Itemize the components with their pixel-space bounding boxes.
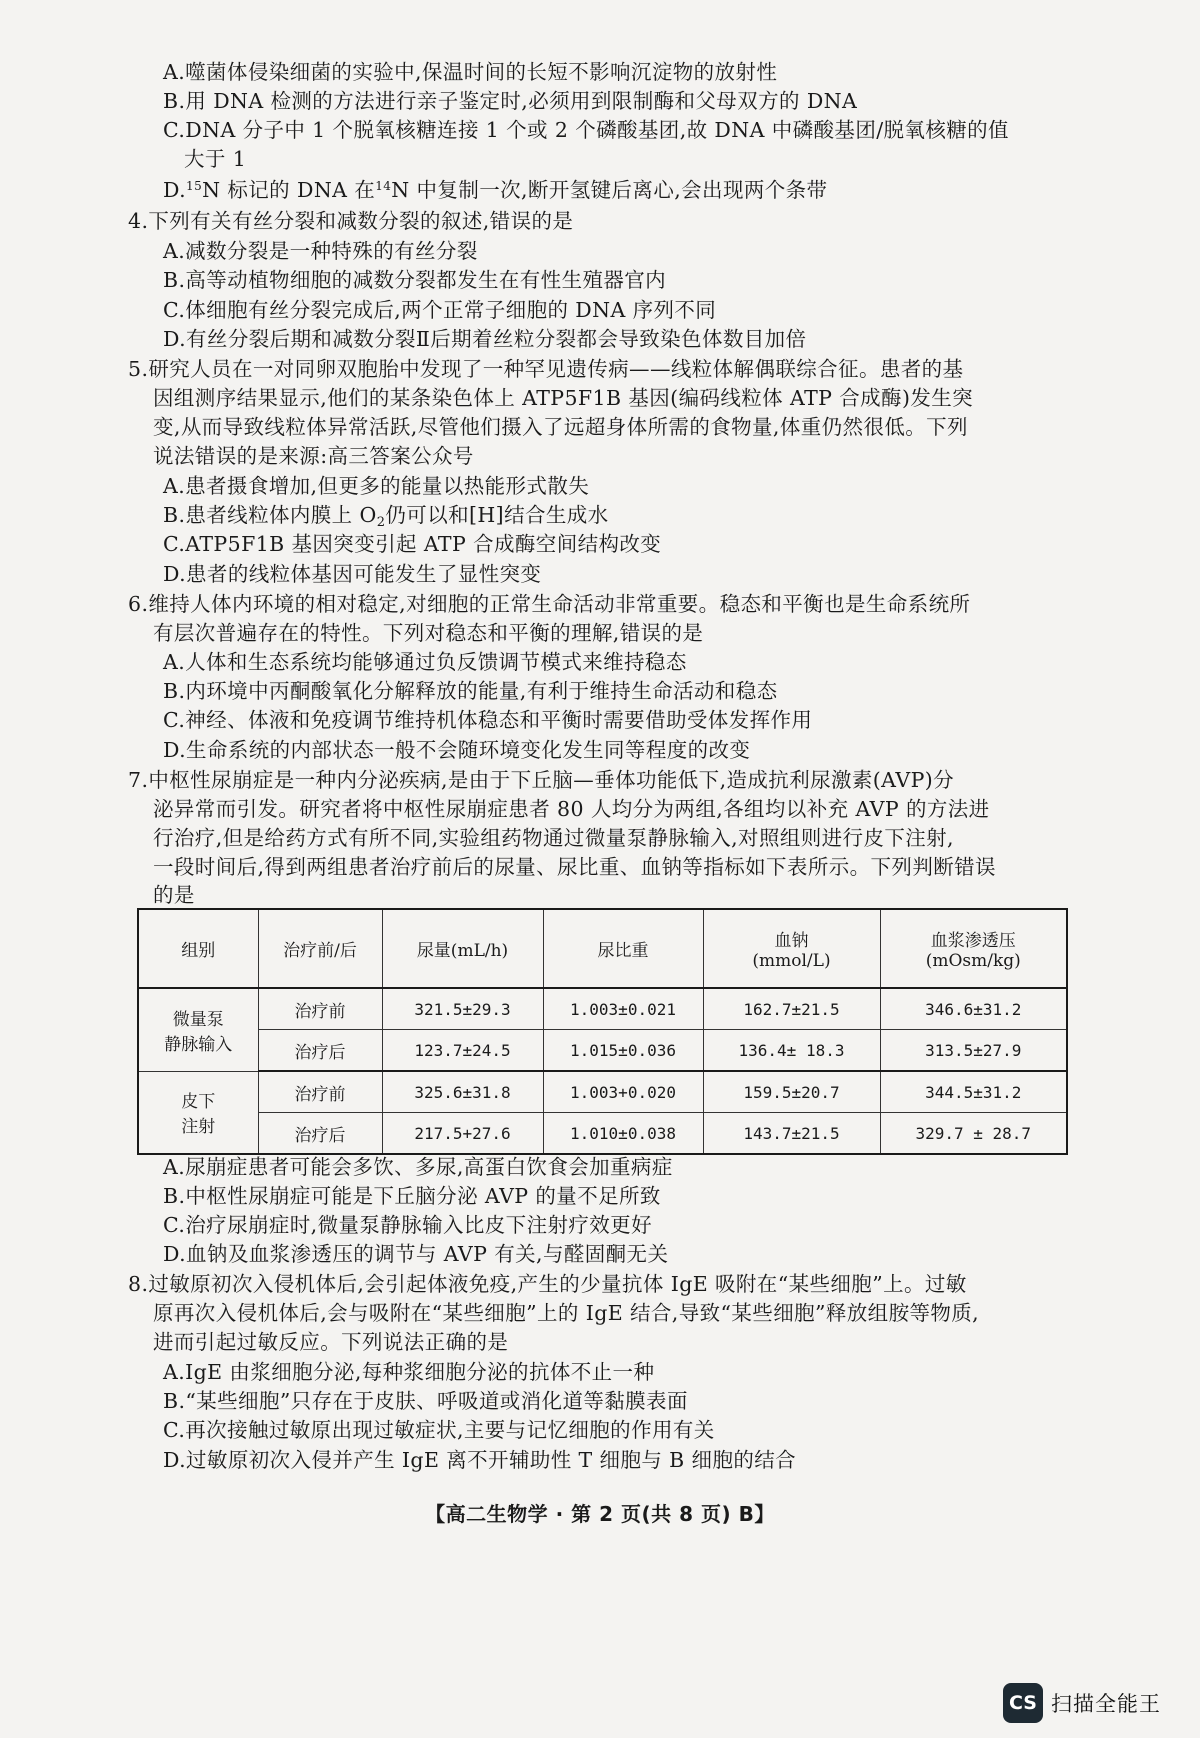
group-cell-iv-pump: 微量泵 静脉输入 [138, 988, 258, 1071]
q5-stem-line1: 5.研究人员在一对同卵双胞胎中发现了一种罕见遗传病——线粒体解偶联综合征。患者的基 [128, 357, 964, 381]
table-header-row [138, 909, 1067, 988]
q8-stem-line2: 原再次入侵机体后,会与吸附在“某些细胞”上的 IgE 结合,导致“某些细胞”释放组胺等物质, [153, 1301, 980, 1325]
q7-stem-line2: 泌异常而引发。研究者将中枢性尿崩症患者 80 人均分为两组,各组均以补充 AVP 的方法进 [153, 797, 990, 821]
q6-option-a: A.人体和生态系统均能够通过负反馈调节模式来维持稳态 [163, 650, 687, 674]
osmolality-cell: 313.5±27.9 [880, 1030, 1067, 1072]
sodium-cell: 162.7±21.5 [703, 988, 880, 1030]
urine-cell: 321.5±29.3 [382, 988, 543, 1030]
q3-option-c-continued: 大于 1 [184, 147, 247, 171]
table-row [138, 1113, 1067, 1155]
sg-cell: 1.003+0.020 [543, 1071, 703, 1113]
q5-option-d: D.患者的线粒体基因可能发生了显性突变 [163, 562, 542, 586]
q3-option-b: B.用 DNA 检测的方法进行亲子鉴定时,必须用到限制酶和父母双方的 DNA [163, 89, 858, 113]
header-phase: 治疗前/后 [258, 909, 382, 988]
q5-option-a: A.患者摄食增加,但更多的能量以热能形式散失 [163, 474, 590, 498]
q7-option-a: A.尿崩症患者可能会多饮、多尿,高蛋白饮食会加重病症 [163, 1155, 673, 1179]
q6-option-b: B.内环境中丙酮酸氧化分解释放的能量,有利于维持生命活动和稳态 [163, 679, 778, 703]
q7-option-d: D.血钠及血浆渗透压的调节与 AVP 有关,与醛固酮无关 [163, 1242, 669, 1266]
table-row [138, 1030, 1067, 1072]
scanner-watermark [1003, 1683, 1193, 1723]
q4-option-a: A.减数分裂是一种特殊的有丝分裂 [163, 239, 478, 263]
q7-option-b: B.中枢性尿崩症可能是下丘脑分泌 AVP 的量不足所致 [163, 1184, 661, 1208]
phase-cell: 治疗后 [258, 1113, 382, 1155]
osmolality-cell: 346.6±31.2 [880, 988, 1067, 1030]
q6-stem-line1: 6.维持人体内环境的相对稳定,对细胞的正常生命活动非常重要。稳态和平衡也是生命系统所 [128, 592, 971, 616]
q5-stem-line3: 变,从而导致线粒体异常活跃,尽管他们摄入了远超身体所需的食物量,体重仍然很低。下列 [153, 415, 968, 439]
urine-cell: 123.7±24.5 [382, 1030, 543, 1072]
group-cell-subcutaneous: 皮下 注射 [138, 1071, 258, 1154]
camscanner-logo-icon: CS [1003, 1683, 1043, 1723]
osmolality-cell: 329.7 ± 28.7 [880, 1113, 1067, 1155]
header-sodium: 血钠 (mmol/L) [703, 909, 880, 988]
sodium-cell: 143.7±21.5 [703, 1113, 880, 1155]
q6-option-d: D.生命系统的内部状态一般不会随环境变化发生同等程度的改变 [163, 738, 751, 762]
q6-stem-line2: 有层次普遍存在的特性。下列对稳态和平衡的理解,错误的是 [153, 621, 704, 645]
sg-cell: 1.010±0.038 [543, 1113, 703, 1155]
q7-stem-line5: 的是 [153, 883, 195, 907]
urine-cell: 325.6±31.8 [382, 1071, 543, 1113]
q4-option-d: D.有丝分裂后期和减数分裂Ⅱ后期着丝粒分裂都会导致染色体数目加倍 [163, 327, 807, 351]
header-specific-gravity: 尿比重 [543, 909, 703, 988]
q8-option-a: A.IgE 由浆细胞分泌,每种浆细胞分泌的抗体不止一种 [163, 1360, 655, 1384]
q8-option-c: C.再次接触过敏原出现过敏症状,主要与记忆细胞的作用有关 [163, 1418, 715, 1442]
phase-cell: 治疗前 [258, 1071, 382, 1113]
table-row [138, 1071, 1067, 1113]
q7-stem-line3: 行治疗,但是给药方式有所不同,实验组药物通过微量泵静脉输入,对照组则进行皮下注射, [153, 826, 954, 850]
q3-option-c: C.DNA 分子中 1 个脱氧核糖连接 1 个或 2 个磷酸基团,故 DNA 中磷酸基团/脱氧核糖的值 [163, 118, 1009, 142]
q4-stem: 4.下列有关有丝分裂和减数分裂的叙述,错误的是 [128, 209, 574, 233]
q7-stem-line4: 一段时间后,得到两组患者治疗前后的尿量、尿比重、血钠等指标如下表所示。下列判断错误 [153, 855, 996, 879]
q8-option-d: D.过敏原初次入侵并产生 IgE 离不开辅助性 T 细胞与 B 细胞的结合 [163, 1448, 797, 1472]
q4-option-c: C.体细胞有丝分裂完成后,两个正常子细胞的 DNA 序列不同 [163, 298, 717, 322]
header-urine: 尿量(mL/h) [382, 909, 543, 988]
q5-stem-line2: 因组测序结果显示,他们的某条染色体上 ATP5F1B 基因(编码线粒体 ATP 合成酶)发生突 [153, 386, 974, 410]
q6-option-c: C.神经、体液和免疫调节维持机体稳态和平衡时需要借助受体发挥作用 [163, 708, 813, 732]
osmolality-cell: 344.5±31.2 [880, 1071, 1067, 1113]
sg-cell: 1.003±0.021 [543, 988, 703, 1030]
q7-option-c: C.治疗尿崩症时,微量泵静脉输入比皮下注射疗效更好 [163, 1213, 652, 1237]
q7-stem-line1: 7.中枢性尿崩症是一种内分泌疾病,是由于下丘脑—垂体功能低下,造成抗利尿激素(AVP)分 [128, 768, 955, 792]
sodium-cell: 159.5±20.7 [703, 1071, 880, 1113]
q7-data-table [137, 908, 1068, 1155]
q3-option-a: A.噬菌体侵染细菌的实验中,保温时间的长短不影响沉淀物的放射性 [163, 60, 778, 84]
header-group: 组别 [138, 909, 258, 988]
urine-cell: 217.5+27.6 [382, 1113, 543, 1155]
q8-option-b: B.“某些细胞”只存在于皮肤、呼吸道或消化道等黏膜表面 [163, 1389, 688, 1413]
table-row [138, 988, 1067, 1030]
phase-cell: 治疗前 [258, 988, 382, 1030]
scanner-app-name: 扫描全能王 [1051, 1692, 1161, 1716]
header-osmolality: 血浆渗透压 (mOsm/kg) [880, 909, 1067, 988]
sodium-cell: 136.4± 18.3 [703, 1030, 880, 1072]
page-footer: 【高二生物学 · 第 2 页(共 8 页) B】 [425, 1502, 775, 1526]
q5-option-b: B.患者线粒体内膜上 $O_2$仍可以和[H]结合生成水 [163, 503, 609, 530]
q5-stem-line4: 说法错误的是来源:高三答案公众号 [153, 444, 474, 468]
q8-stem-line1: 8.过敏原初次入侵机体后,会引起体液免疫,产生的少量抗体 IgE 吸附在“某些细胞”上。过敏 [128, 1272, 967, 1296]
q8-stem-line3: 进而引起过敏反应。下列说法正确的是 [153, 1330, 509, 1354]
q5-option-c: C.ATP5F1B 基因突变引起 ATP 合成酶空间结构改变 [163, 532, 662, 556]
q4-option-b: B.高等动植物细胞的减数分裂都发生在有性生殖器官内 [163, 268, 667, 292]
sg-cell: 1.015±0.036 [543, 1030, 703, 1072]
phase-cell: 治疗后 [258, 1030, 382, 1072]
q3-option-d: D.$^{15}$N 标记的 DNA 在$^{14}$N 中复制一次,断开氢键后离心,会出现两个条带 [163, 178, 828, 202]
